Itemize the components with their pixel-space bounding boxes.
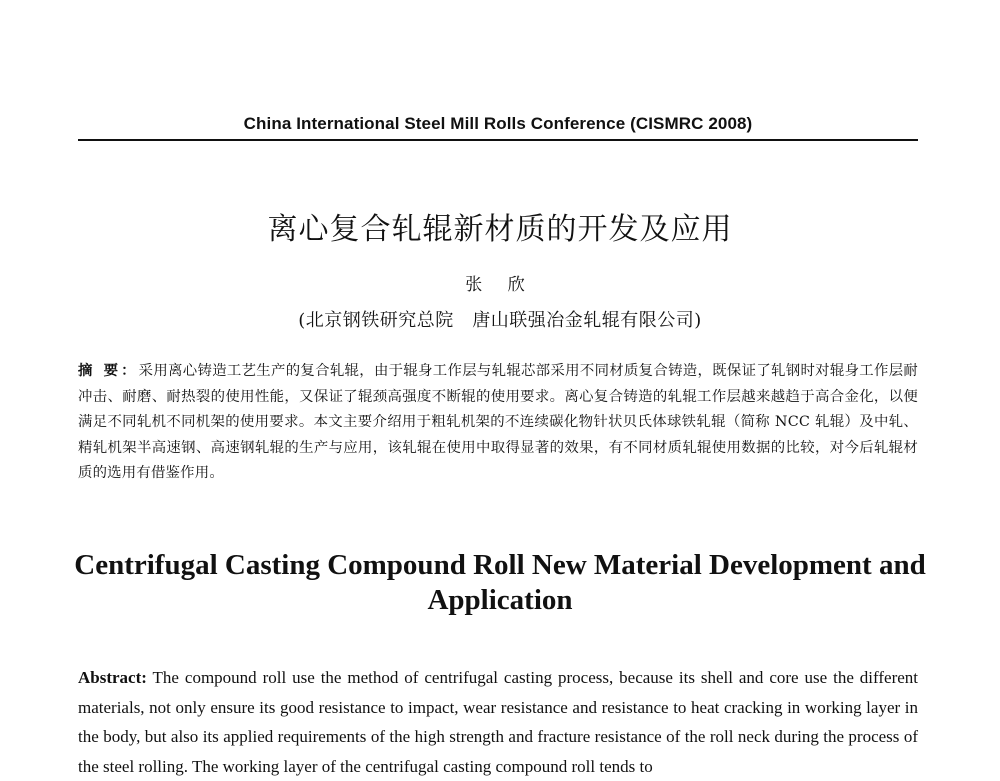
chinese-title: 离心复合轧辊新材质的开发及应用: [267, 212, 733, 247]
english-abstract-label: Abstract:: [78, 668, 147, 687]
chinese-author: 张 欣: [465, 275, 535, 295]
header-rule: [78, 139, 918, 141]
english-title: Centrifugal Casting Compound Roll New Material Development and Application: [74, 549, 926, 616]
chinese-abstract-label: 摘 要：: [78, 362, 139, 379]
chinese-abstract-text: 采用离心铸造工艺生产的复合轧辊，由于辊身工作层与轧辊芯部采用不同材质复合铸造，既保证了轧钢时对辊身工作层耐冲击、耐磨、耐热裂的使用性能，又保证了辊颈高强度不断辊的使用要求。离心复合铸造的轧辊工作层越来越趋于高合金化，以便满足不同轧机不同机架的使用要求。本文主要介绍用于粗轧机架的不连续碳化物针状贝氏体球铁轧辊（简称 NCC 轧辊）及中轧、精轧机架半高速钢、高速钢轧辊的生产与应用，该轧辊在使用中取得显著的效果，有不同材质轧辊使用数据的比较，对今后轧辊材质的选用有借鉴作用。: [78, 363, 918, 481]
conference-header: China International Steel Mill Rolls Conference (CISMRC 2008): [243, 114, 753, 133]
english-abstract: [78, 663, 918, 781]
chinese-abstract: [78, 358, 918, 487]
english-abstract-text: The compound roll use the method of centrifugal casting process, because its shell and core use the different materials, not only ensure its good resistance to impact, wear resistance and resistance to heat cracking in working layer in the body, but also its applied requirements of the high strength and fracture resistance of the roll neck during the process of the steel rolling. The working layer of the centrifugal casting compound roll tends to: [78, 668, 918, 776]
chinese-affiliation: (北京钢铁研究总院 唐山联强冶金轧辊有限公司): [298, 310, 702, 331]
